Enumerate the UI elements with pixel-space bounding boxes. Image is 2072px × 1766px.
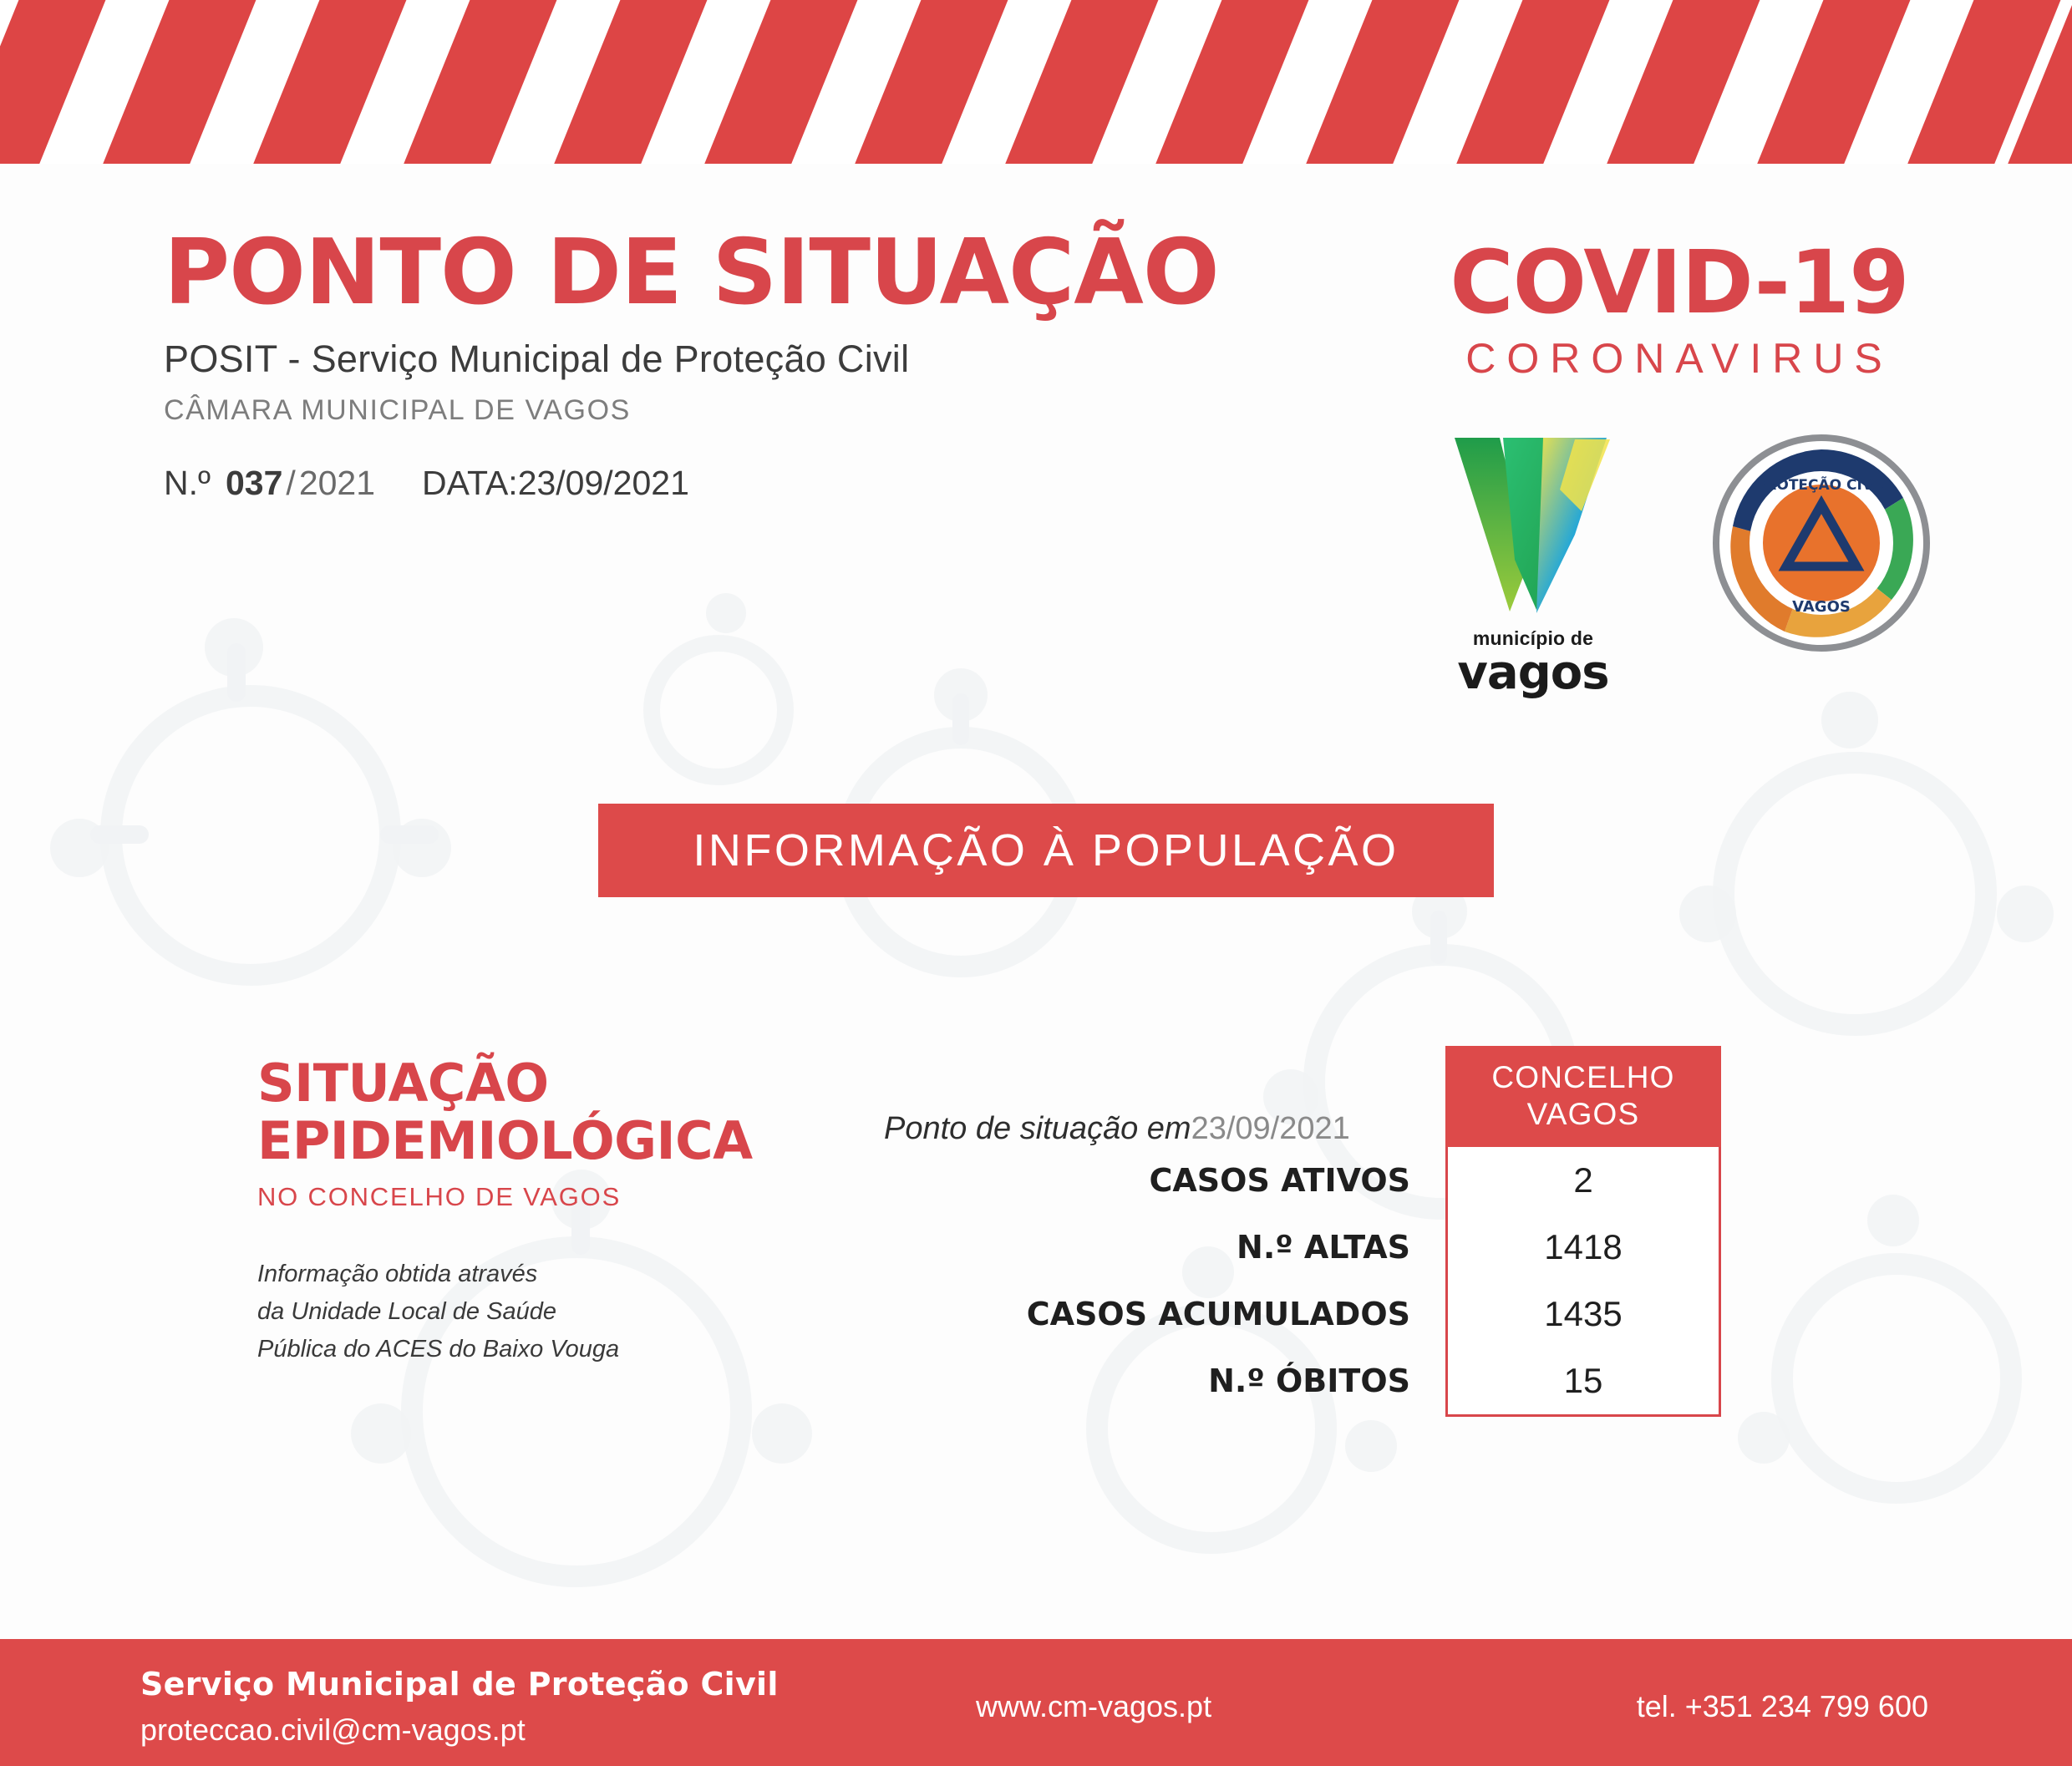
municipality-logo <box>1445 434 1621 700</box>
svg-text:PROTEÇÃO CIVIL: PROTEÇÃO CIVIL <box>1755 477 1888 494</box>
population-info-banner <box>598 804 1494 897</box>
document-number: 037 <box>225 464 283 503</box>
covid-wordmark <box>1412 231 1947 383</box>
population-info-banner-label: INFORMAÇÃO À POPULAÇÃO <box>693 825 1399 875</box>
table-caption-label: Ponto de situação em <box>884 1111 1191 1146</box>
number-label: N.º <box>164 464 211 503</box>
table-bottom-border <box>1445 1414 1721 1417</box>
situation-title-line1: SITUAÇÃO <box>257 1053 549 1114</box>
header <box>164 221 1219 503</box>
situation-source-note-line2: da Unidade Local de Saúde <box>257 1297 556 1325</box>
row-label-altas: N.º ALTAS <box>1237 1229 1410 1266</box>
date-label: DATA: <box>422 464 518 503</box>
page-subtitle: POSIT - Serviço Municipal de Proteção Civil <box>164 337 910 381</box>
situation-source-note-line3: Pública do ACES do Baixo Vouga <box>257 1335 620 1363</box>
hazard-stripe-band <box>0 0 2072 164</box>
situation-subtitle: NO CONCELHO DE VAGOS <box>257 1181 622 1211</box>
table-column-header <box>1445 1046 1721 1147</box>
row-label-casos-acumulados: CASOS ACUMULADOS <box>1026 1296 1410 1333</box>
situation-source-note <box>257 1256 753 1368</box>
table-row <box>1011 1347 1721 1414</box>
document-meta <box>164 464 1219 503</box>
document-date: 23/09/2021 <box>517 464 689 503</box>
organization-name: CÂMARA MUNICIPAL DE VAGOS <box>164 394 631 427</box>
situation-source-note-line1: Informação obtida através <box>257 1260 538 1287</box>
statistics-table <box>1011 1046 1721 1417</box>
table-column-header-line2: VAGOS <box>1526 1096 1640 1131</box>
table-row <box>1011 1281 1721 1347</box>
table-row <box>1011 1147 1721 1214</box>
footer-service-name: Serviço Municipal de Proteção Civil <box>140 1666 779 1703</box>
table-column-header-line1: CONCELHO <box>1491 1060 1675 1094</box>
epidemiological-situation-block <box>257 1054 753 1368</box>
footer-contact-block <box>140 1666 779 1748</box>
row-value-casos-ativos: 2 <box>1445 1147 1721 1214</box>
municipality-logo-big-label: vagos <box>1457 646 1609 700</box>
footer-website[interactable]: www.cm-vagos.pt <box>976 1689 1212 1723</box>
row-value-casos-acumulados: 1435 <box>1445 1281 1721 1347</box>
situation-title-line2: EPIDEMIOLÓGICA <box>257 1110 753 1172</box>
protecao-civil-seal-icon <box>1713 434 1930 652</box>
row-value-altas: 1418 <box>1445 1214 1721 1281</box>
municipality-logo-small-label: município de <box>1472 627 1594 649</box>
table-row <box>1011 1214 1721 1281</box>
covid-wordmark-sub: CORONAVIRUS <box>1465 335 1893 382</box>
page-title: PONTO DE SITUAÇÃO <box>164 221 1219 325</box>
table-header-row <box>1011 1046 1721 1147</box>
footer-phone: tel. +351 234 799 600 <box>1636 1689 1928 1723</box>
vagos-v-icon <box>1450 434 1617 622</box>
document-year: 2021 <box>298 464 376 503</box>
row-value-obitos: 15 <box>1445 1347 1721 1414</box>
svg-text:VAGOS: VAGOS <box>1792 598 1851 616</box>
row-label-casos-ativos: CASOS ATIVOS <box>1149 1162 1410 1200</box>
number-separator: / <box>286 464 296 503</box>
logo-row <box>1445 434 1930 700</box>
row-label-obitos: N.º ÓBITOS <box>1208 1363 1410 1400</box>
table-caption-date: 23/09/2021 <box>1191 1111 1350 1146</box>
covid-wordmark-main: COVID-19 <box>1450 231 1909 333</box>
footer-email[interactable]: proteccao.civil@cm-vagos.pt <box>140 1713 526 1747</box>
footer <box>0 1639 2072 1766</box>
